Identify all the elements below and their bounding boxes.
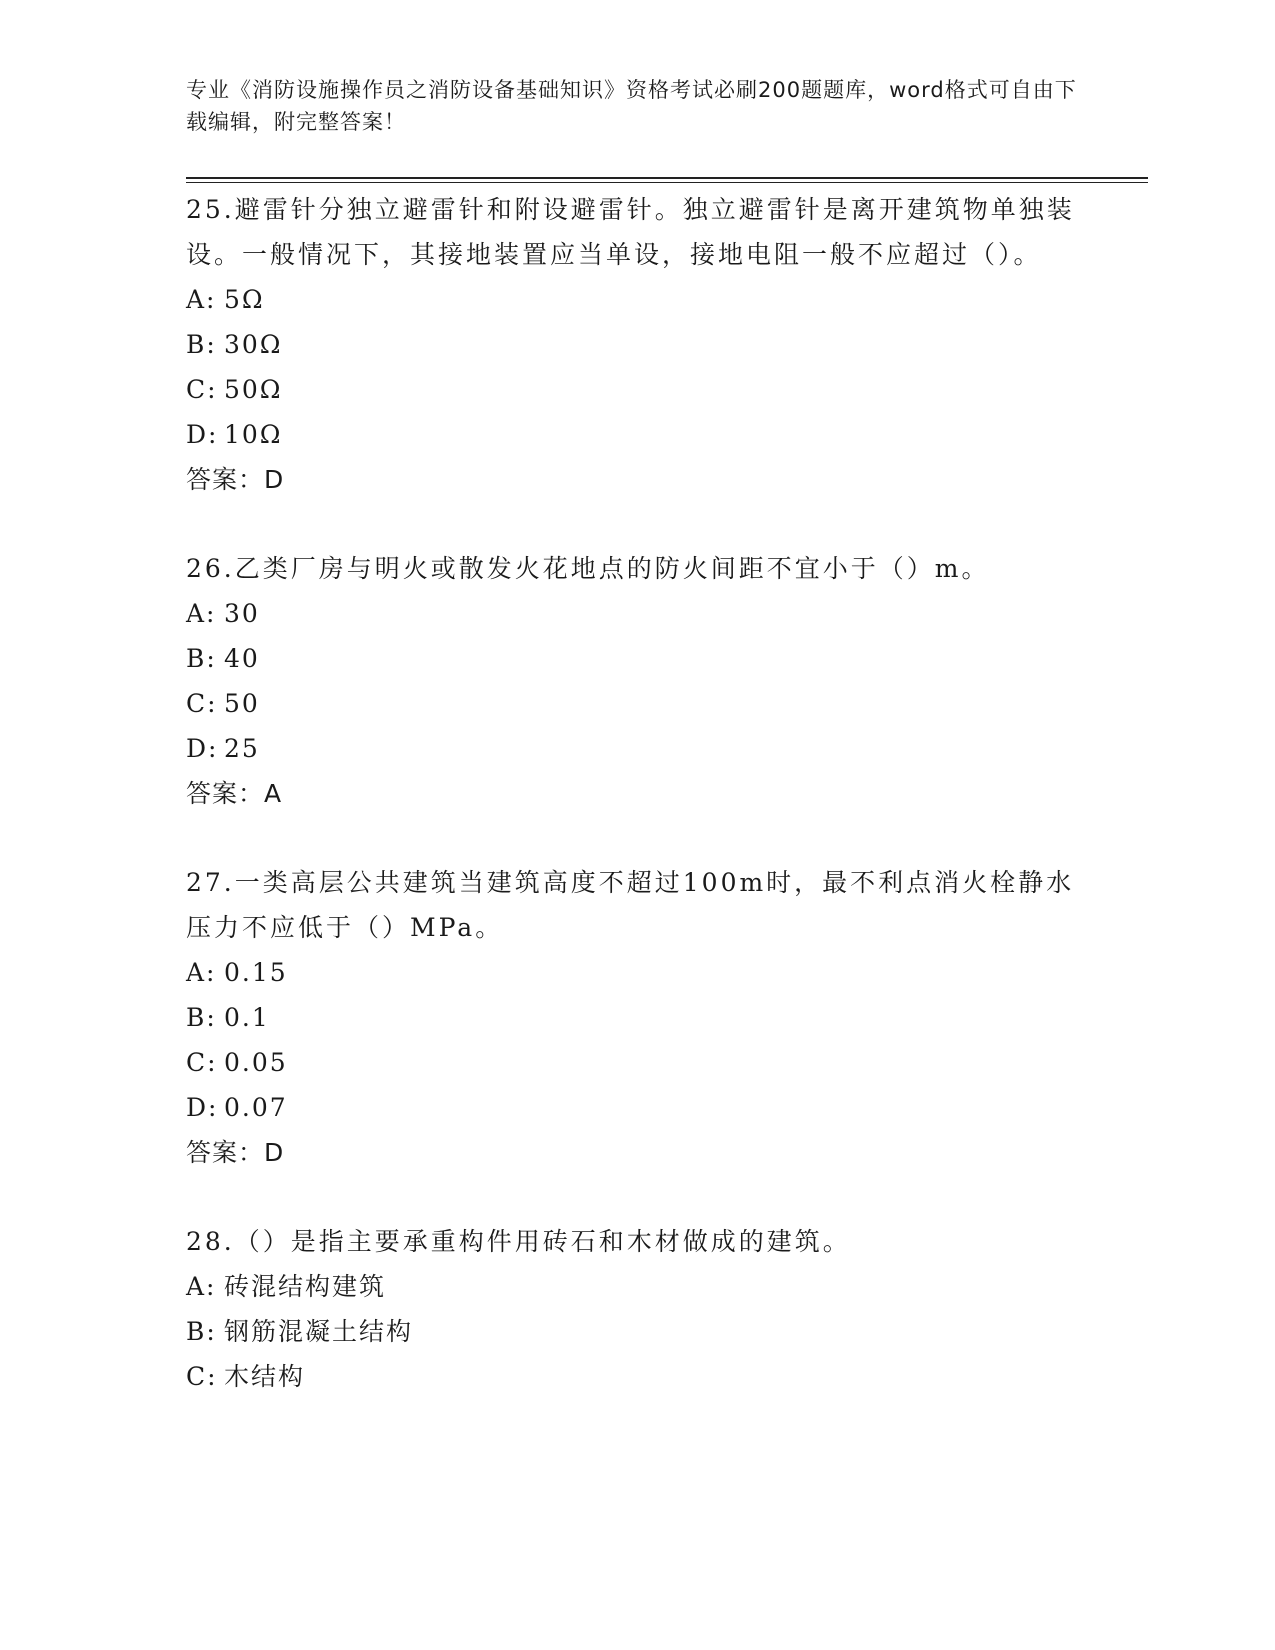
option-a bbox=[186, 591, 1086, 636]
option-c bbox=[186, 1354, 1086, 1399]
question-list bbox=[186, 187, 1086, 1399]
option-b bbox=[186, 322, 1086, 367]
option-c bbox=[186, 367, 1086, 412]
option-text: 0.07 bbox=[224, 1093, 288, 1122]
option-d bbox=[186, 412, 1086, 457]
option-a bbox=[186, 277, 1086, 322]
option-c bbox=[186, 1040, 1086, 1085]
option-text: 木结构 bbox=[224, 1362, 306, 1391]
option-letter: D: bbox=[186, 1093, 219, 1122]
option-a bbox=[186, 1264, 1086, 1309]
option-b bbox=[186, 1309, 1086, 1354]
option-letter: D: bbox=[186, 734, 219, 763]
option-text: 50 bbox=[224, 689, 260, 718]
option-letter: A: bbox=[186, 958, 217, 987]
question-26 bbox=[186, 546, 1086, 817]
answer-line: 答案：D bbox=[186, 465, 285, 494]
option-text: 砖混结构建筑 bbox=[224, 1272, 387, 1301]
option-b bbox=[186, 636, 1086, 681]
option-letter: B: bbox=[186, 644, 217, 673]
question-25 bbox=[186, 187, 1086, 503]
option-text: 5Ω bbox=[224, 285, 265, 314]
option-letter: C: bbox=[186, 1362, 218, 1391]
answer-line: 答案：D bbox=[186, 1138, 285, 1167]
option-text: 0.1 bbox=[224, 1003, 270, 1032]
option-d bbox=[186, 1085, 1086, 1130]
option-letter: A: bbox=[186, 1272, 217, 1301]
option-letter: D: bbox=[186, 420, 219, 449]
option-letter: A: bbox=[186, 599, 217, 628]
option-text: 30 bbox=[224, 599, 260, 628]
option-letter: C: bbox=[186, 1048, 218, 1077]
option-letter: C: bbox=[186, 375, 218, 404]
option-d bbox=[186, 726, 1086, 771]
divider-rule-thick bbox=[186, 177, 1148, 179]
option-text: 0.05 bbox=[224, 1048, 288, 1077]
option-letter: B: bbox=[186, 330, 217, 359]
question-28 bbox=[186, 1219, 1086, 1399]
question-stem: 26.乙类厂房与明火或散发火花地点的防火间距不宜小于（）m。 bbox=[186, 554, 990, 583]
option-b bbox=[186, 995, 1086, 1040]
question-stem: 25.避雷针分独立避雷针和附设避雷针。独立避雷针是离开建筑物单独装设。一般情况下，其接地装置应当单设，接地电阻一般不应超过（）。 bbox=[186, 195, 1075, 269]
option-letter: B: bbox=[186, 1003, 217, 1032]
question-27 bbox=[186, 860, 1086, 1176]
option-text: 10Ω bbox=[224, 420, 283, 449]
option-letter: C: bbox=[186, 689, 218, 718]
document-intro: 专业《消防设施操作员之消防设备基础知识》资格考试必刷200题题库，word格式可自由下载编辑，附完整答案！ bbox=[186, 78, 1077, 134]
option-c bbox=[186, 681, 1086, 726]
option-letter: B: bbox=[186, 1317, 217, 1346]
divider-rule-thin bbox=[186, 182, 1148, 183]
option-text: 40 bbox=[224, 644, 260, 673]
option-text: 30Ω bbox=[224, 330, 283, 359]
option-text: 钢筋混凝土结构 bbox=[224, 1317, 414, 1346]
option-text: 0.15 bbox=[224, 958, 288, 987]
option-a bbox=[186, 950, 1086, 995]
question-stem: 27.一类高层公共建筑当建筑高度不超过100m时，最不利点消火栓静水压力不应低于（）MPa。 bbox=[186, 868, 1075, 942]
option-text: 50Ω bbox=[224, 375, 283, 404]
answer-line: 答案：A bbox=[186, 779, 283, 808]
option-text: 25 bbox=[224, 734, 260, 763]
option-letter: A: bbox=[186, 285, 217, 314]
question-stem: 28.（）是指主要承重构件用砖石和木材做成的建筑。 bbox=[186, 1227, 851, 1256]
